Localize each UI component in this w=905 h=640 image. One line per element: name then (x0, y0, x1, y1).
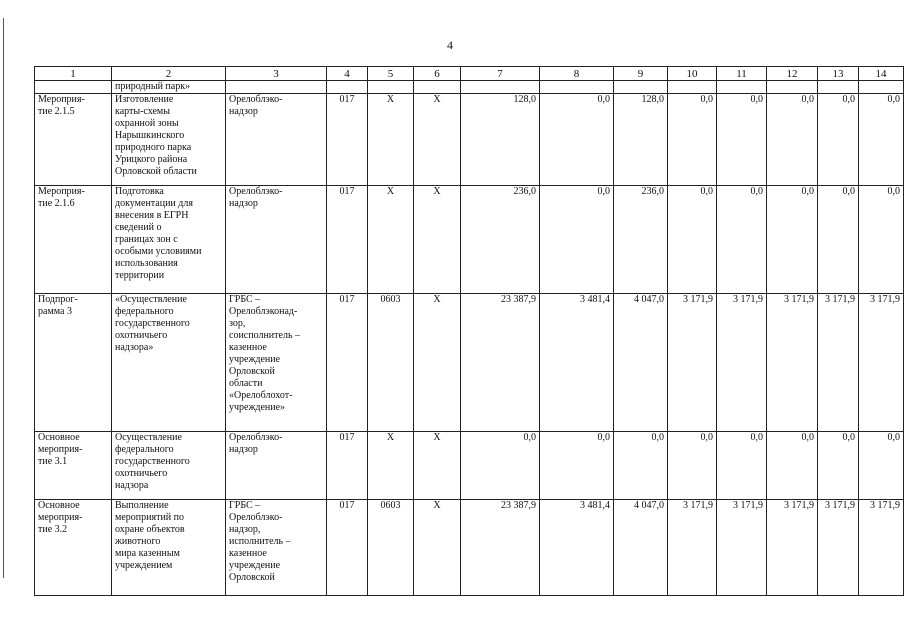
table-cell (226, 81, 327, 94)
table-row (35, 186, 904, 294)
table-cell: ГРБС – Орелоблэко- надзор, исполнитель – казенное учреждение Орловской (226, 500, 327, 596)
header-cell: 11 (717, 67, 767, 81)
table-cell (717, 81, 767, 94)
table-cell: Основное мероприя- тие 3.1 (35, 432, 112, 500)
table-cell: Подготовка документации для внесения в ЕГРН сведений о границах зон с особыми условиями использования территории (112, 186, 226, 294)
header-cell: 1 (35, 67, 112, 81)
header-cell: 8 (540, 67, 614, 81)
table-cell (35, 81, 112, 94)
table-cell: 3 481,4 (540, 294, 614, 432)
table-row (35, 81, 904, 94)
table-cell: 3 481,4 (540, 500, 614, 596)
table-cell: Осуществление федерального государственного охотничьего надзора (112, 432, 226, 500)
table-cell: Х (414, 294, 461, 432)
left-margin-line (3, 18, 4, 578)
table-cell: 017 (327, 294, 368, 432)
table-cell: Х (368, 186, 414, 294)
table-cell: Х (414, 186, 461, 294)
table-cell: 4 047,0 (614, 294, 668, 432)
table-cell: природный парк» (112, 81, 226, 94)
header-cell: 5 (368, 67, 414, 81)
table-cell: Орелоблэко- надзор (226, 432, 327, 500)
header-cell: 2 (112, 67, 226, 81)
table-cell: 0,0 (767, 432, 818, 500)
table-cell: 0,0 (668, 432, 717, 500)
table-cell: 0,0 (767, 94, 818, 186)
table-cell (461, 81, 540, 94)
table-cell: Х (414, 432, 461, 500)
table-cell: 23 387,9 (461, 294, 540, 432)
table-cell: Орелоблэко- надзор (226, 94, 327, 186)
table-cell: «Осуществление федерального государственного охотничьего надзора» (112, 294, 226, 432)
table-cell: Х (368, 432, 414, 500)
table-cell: 0,0 (668, 94, 717, 186)
table-cell: 0,0 (668, 186, 717, 294)
table-cell: 3 171,9 (859, 294, 904, 432)
table-row (35, 500, 904, 596)
table-cell (368, 81, 414, 94)
header-cell: 10 (668, 67, 717, 81)
table-cell: 236,0 (614, 186, 668, 294)
table-cell (327, 81, 368, 94)
table-cell: Х (414, 500, 461, 596)
table-cell (818, 81, 859, 94)
table-cell: 23 387,9 (461, 500, 540, 596)
table-cell: 3 171,9 (818, 294, 859, 432)
header-cell: 6 (414, 67, 461, 81)
budget-table (34, 66, 904, 596)
table-cell: 0,0 (540, 186, 614, 294)
table-cell: 017 (327, 500, 368, 596)
table-cell: 0,0 (767, 186, 818, 294)
table-cell (614, 81, 668, 94)
table-cell: 017 (327, 186, 368, 294)
table-cell: 017 (327, 94, 368, 186)
table-cell: 128,0 (461, 94, 540, 186)
table-cell: Х (368, 94, 414, 186)
table-cell: 0603 (368, 500, 414, 596)
table-cell: 0,0 (859, 186, 904, 294)
table-cell: 0,0 (818, 432, 859, 500)
header-cell: 7 (461, 67, 540, 81)
table-cell: Основное мероприя- тие 3.2 (35, 500, 112, 596)
table-cell (668, 81, 717, 94)
table-cell: 0,0 (859, 432, 904, 500)
table-cell: 0,0 (859, 94, 904, 186)
table-cell: 0,0 (717, 186, 767, 294)
table-cell: 3 171,9 (668, 500, 717, 596)
table-cell (414, 81, 461, 94)
table-cell: 3 171,9 (668, 294, 717, 432)
page-number: 4 (447, 38, 453, 52)
table-cell: 0603 (368, 294, 414, 432)
table-cell: 3 171,9 (767, 500, 818, 596)
table-cell: 236,0 (461, 186, 540, 294)
header-row (35, 67, 904, 81)
table-cell (859, 81, 904, 94)
table-cell: 3 171,9 (767, 294, 818, 432)
table-row (35, 432, 904, 500)
table-cell: 4 047,0 (614, 500, 668, 596)
table-cell: Орелоблэко- надзор (226, 186, 327, 294)
table-cell: 128,0 (614, 94, 668, 186)
table-cell: Выполнение мероприятий по охране объектов животного мира казенным учреждением (112, 500, 226, 596)
header-cell: 4 (327, 67, 368, 81)
table-cell: Подпрог- рамма 3 (35, 294, 112, 432)
table-cell (540, 81, 614, 94)
table-cell: 3 171,9 (717, 294, 767, 432)
table-cell: Изготовление карты-схемы охранной зоны Нарышкинского природного парка Урицкого района Орловской области (112, 94, 226, 186)
table-cell: 0,0 (818, 94, 859, 186)
table-cell: 3 171,9 (859, 500, 904, 596)
table-cell: 0,0 (614, 432, 668, 500)
table-cell: Х (414, 94, 461, 186)
table-row (35, 294, 904, 432)
table-cell: 0,0 (818, 186, 859, 294)
table-cell: 3 171,9 (818, 500, 859, 596)
header-cell: 3 (226, 67, 327, 81)
table-cell: Мероприя- тие 2.1.5 (35, 94, 112, 186)
header-cell: 12 (767, 67, 818, 81)
table-cell: 0,0 (540, 432, 614, 500)
table-cell (767, 81, 818, 94)
table-cell: ГРБС – Орелоблэконад- зор, соисполнитель – казенное учреждение Орловской области «Орелоблохот- учреждение» (226, 294, 327, 432)
table-row (35, 94, 904, 186)
table-cell: 0,0 (540, 94, 614, 186)
header-cell: 14 (859, 67, 904, 81)
header-cell: 13 (818, 67, 859, 81)
table-cell: Мероприя- тие 2.1.6 (35, 186, 112, 294)
header-cell: 9 (614, 67, 668, 81)
table-cell: 0,0 (461, 432, 540, 500)
table-cell: 0,0 (717, 432, 767, 500)
table-cell: 017 (327, 432, 368, 500)
table-cell: 3 171,9 (717, 500, 767, 596)
table-cell: 0,0 (717, 94, 767, 186)
